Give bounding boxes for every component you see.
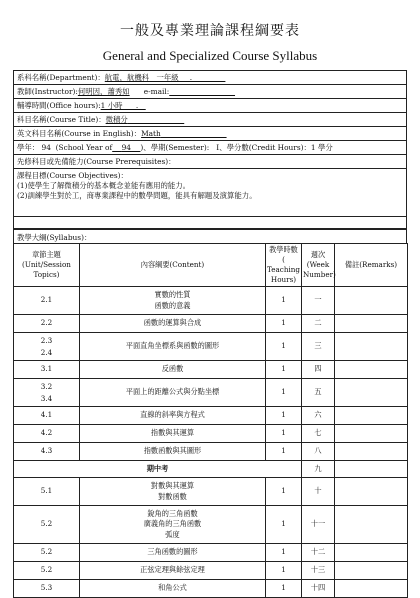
email-label: e-mail:	[143, 87, 170, 96]
hours-cell: 1	[266, 425, 302, 443]
table-row	[14, 425, 408, 443]
remarks-cell	[335, 361, 408, 379]
hours-cell: 1	[266, 544, 302, 562]
department-label: 系科名稱(Department)：	[17, 73, 105, 82]
table-row	[14, 315, 408, 333]
week-cell: 四	[302, 361, 335, 379]
course-english-label: 英文科目名稱(Course in English)：	[17, 129, 142, 138]
table-row	[14, 361, 408, 379]
content-cell	[80, 443, 266, 461]
semester-label: )、學期(Semester):	[140, 143, 210, 152]
year-label: 學年：	[17, 143, 40, 152]
hours-cell: 1	[266, 333, 302, 361]
unit-number: 4.2	[40, 428, 53, 438]
remarks-cell	[335, 461, 408, 478]
table-header-row	[14, 244, 408, 287]
objective-2: (2)訓練學生對於工，商專業課程中的數學問題，能具有解題及演算能力。	[17, 191, 257, 200]
remarks-cell	[335, 425, 408, 443]
content-cell	[80, 478, 266, 506]
hours-cell: 1	[266, 287, 302, 315]
course-english-value: Math	[141, 129, 161, 138]
remarks-cell	[335, 478, 408, 506]
office-hours-label: 輔導時間(Office hours):	[17, 101, 101, 110]
hours-cell: 1	[266, 361, 302, 379]
course-title-label: 科目名稱(Course Title)：	[17, 115, 106, 124]
course-title-row	[14, 113, 406, 127]
content-line: 對數與其運算	[150, 481, 195, 490]
content-line: 弧度	[165, 529, 180, 539]
spacer-row	[14, 217, 406, 229]
header-week: 週次 (Week Number)	[302, 244, 335, 287]
unit-cell	[14, 315, 80, 333]
content-cell	[80, 562, 266, 580]
course-info-block	[13, 70, 407, 229]
week-cell: 十三	[302, 562, 335, 580]
credit-value: 1 學分	[310, 143, 333, 152]
unit-number: 2.1	[40, 295, 53, 305]
week-cell: 八	[302, 443, 335, 461]
content-line: 對數函數	[158, 491, 187, 501]
table-row	[14, 407, 408, 425]
unit-number: 2.3	[40, 335, 53, 345]
unit-cell	[14, 562, 80, 580]
content-line: 反函數	[161, 364, 184, 374]
prerequisites-label: 先修科目或先備能力(Course Prerequisites)：	[17, 157, 176, 166]
unit-number: 5.3	[40, 583, 53, 593]
unit-cell	[14, 443, 80, 461]
remarks-cell	[335, 443, 408, 461]
remarks-cell	[335, 333, 408, 361]
remarks-cell	[335, 407, 408, 425]
unit-cell	[14, 287, 80, 315]
objectives-label: 課程目標(Course Objectives)：	[17, 171, 128, 180]
midterm-cell: 期中考	[14, 461, 302, 478]
header-remarks: 備註(Remarks)	[335, 244, 408, 287]
unit-number: 5.2	[40, 547, 53, 557]
remarks-cell	[335, 379, 408, 407]
content-line: 三角函數的圖形	[147, 547, 198, 557]
syllabus-form	[13, 70, 407, 598]
week-cell: 一	[302, 287, 335, 315]
week-cell: 九	[302, 461, 335, 478]
content-line: 指數與其運算	[150, 428, 195, 438]
table-row	[14, 580, 408, 598]
content-cell	[80, 407, 266, 425]
school-year-text: (School Year of	[55, 143, 113, 152]
semester-row	[14, 141, 406, 155]
title-chinese: 一般及專業理論課程綱要表	[120, 23, 300, 39]
school-year-value: 94	[121, 143, 132, 152]
table-row	[14, 333, 408, 361]
unit-cell	[14, 407, 80, 425]
unit-number: 5.2	[40, 565, 53, 575]
content-line: 函數的意義	[154, 300, 191, 310]
syllabus-label: 教學大綱(Syllabus)：	[13, 229, 407, 243]
content-cell	[80, 544, 266, 562]
office-hours-row	[14, 99, 406, 113]
content-line: 指數函數與其圖形	[143, 446, 202, 456]
hours-cell: 1	[266, 562, 302, 580]
objective-1: (1)使學生了解微積分的基本概念並能有應用的能力。	[17, 181, 191, 190]
unit-number: 3.2	[40, 381, 53, 391]
content-cell	[80, 315, 266, 333]
content-line: 廣義角的三角函數	[143, 519, 202, 529]
unit-number: 4.3	[40, 446, 53, 456]
unit-number: 2.2	[40, 318, 53, 328]
content-line: 直線的斜率與方程式	[140, 410, 205, 420]
content-line: 函數的運算與合成	[143, 318, 202, 328]
table-row	[14, 287, 408, 315]
content-line: 正弦定理與餘弦定理	[140, 565, 205, 575]
hours-cell: 1	[266, 407, 302, 425]
unit-cell	[14, 478, 80, 506]
unit-number: 5.1	[40, 486, 53, 496]
table-body	[14, 287, 408, 598]
semester-value: I	[216, 143, 220, 152]
unit-cell	[14, 379, 80, 407]
department-value: 航電，航機科 一年級 _._________	[104, 73, 226, 82]
course-english-row	[14, 127, 406, 141]
office-hours-value: 1 小時 ___.__	[100, 101, 146, 110]
department-row	[14, 71, 406, 85]
remarks-cell	[335, 315, 408, 333]
unit-number: 4.1	[40, 410, 53, 420]
objectives-row	[14, 169, 406, 217]
table-row	[14, 443, 408, 461]
unit-cell	[14, 333, 80, 361]
instructor-row	[14, 85, 406, 99]
content-line: 和角公式	[158, 583, 187, 593]
hours-cell: 1	[266, 478, 302, 506]
table-row	[14, 544, 408, 562]
prerequisites-row	[14, 155, 406, 169]
unit-cell	[14, 425, 80, 443]
credit-label: 、學分數(Credit Hours)：	[219, 143, 311, 152]
table-row	[14, 478, 408, 506]
course-title-value: 微積分	[105, 115, 128, 124]
year-value: 94	[41, 143, 51, 152]
hours-cell: 1	[266, 379, 302, 407]
unit-number: 2.4	[40, 347, 53, 357]
week-cell: 十二	[302, 544, 335, 562]
week-cell: 二	[302, 315, 335, 333]
remarks-cell	[335, 287, 408, 315]
unit-cell	[14, 506, 80, 544]
hours-cell: 1	[266, 315, 302, 333]
table-row	[14, 379, 408, 407]
table-row	[14, 562, 408, 580]
content-line: 平面直角坐標系與函數的圖形	[125, 341, 220, 351]
content-cell	[80, 287, 266, 315]
unit-cell	[14, 580, 80, 598]
content-line: 平面上的距離公式與分點坐標	[125, 387, 220, 397]
remarks-cell	[335, 562, 408, 580]
week-cell: 五	[302, 379, 335, 407]
remarks-cell	[335, 544, 408, 562]
hours-cell: 1	[266, 506, 302, 544]
week-cell: 六	[302, 407, 335, 425]
unit-number: 5.2	[40, 519, 53, 529]
remarks-cell	[335, 506, 408, 544]
syllabus-table	[13, 243, 408, 598]
table-row	[14, 506, 408, 544]
content-line: 銳角的三角函數	[147, 508, 198, 518]
header-content: 內容綱要(Content)	[80, 244, 266, 287]
content-cell	[80, 425, 266, 443]
instructor-label: 教師(Instructor):	[17, 87, 78, 96]
unit-cell	[14, 361, 80, 379]
instructor-value: 何明因，蕭秀如	[77, 87, 130, 96]
content-cell	[80, 580, 266, 598]
hours-cell: 1	[266, 443, 302, 461]
content-line: 實數的性質	[154, 290, 191, 299]
unit-number: 3.4	[40, 393, 53, 403]
content-cell	[80, 506, 266, 544]
content-cell	[80, 379, 266, 407]
hours-cell: 1	[266, 580, 302, 598]
title-english: General and Specialized Course Syllabus	[102, 48, 318, 63]
header-hours: 教學時數 ( Teaching Hours)	[266, 244, 302, 287]
unit-number: 3.1	[40, 364, 53, 374]
week-cell: 十四	[302, 580, 335, 598]
week-cell: 十一	[302, 506, 335, 544]
week-cell: 七	[302, 425, 335, 443]
email-blank	[169, 87, 235, 96]
week-cell: 十	[302, 478, 335, 506]
content-cell	[80, 333, 266, 361]
unit-cell	[14, 544, 80, 562]
week-cell: 三	[302, 333, 335, 361]
remarks-cell	[335, 580, 408, 598]
header-unit: 章節主題 (Unit/Session Topics)	[14, 244, 80, 287]
table-row	[14, 461, 408, 478]
content-cell	[80, 361, 266, 379]
